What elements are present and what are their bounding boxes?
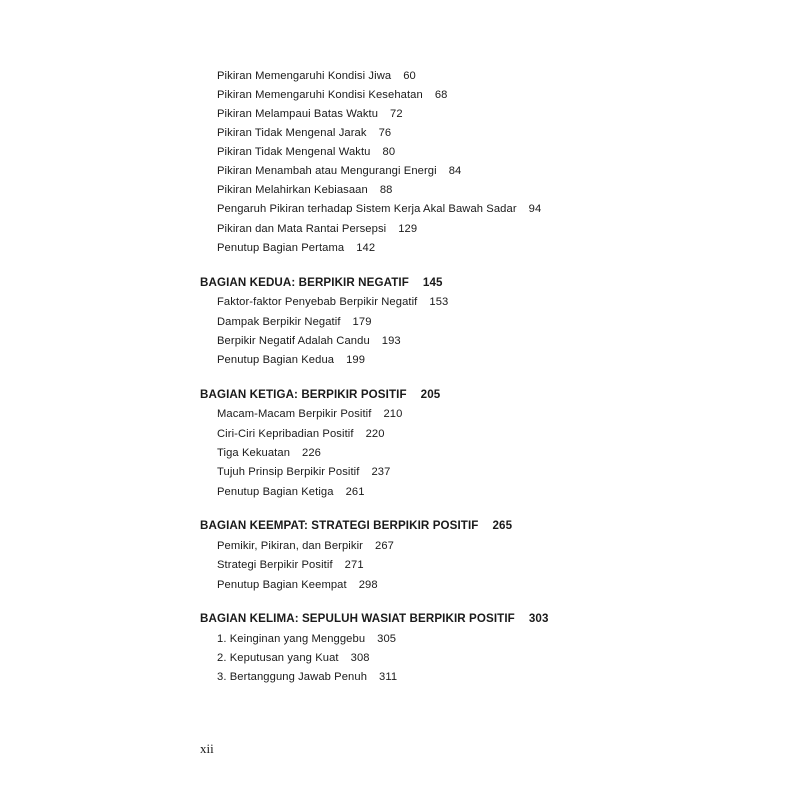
toc-heading-title: BAGIAN KEDUA: BERPIKIR NEGATIF	[200, 276, 409, 289]
toc-entry-title: Pemikir, Pikiran, dan Berpikir	[217, 540, 364, 552]
toc-entry-title: Penutup Bagian Kedua	[217, 354, 335, 366]
toc-entry-title: Dampak Berpikir Negatif	[217, 316, 341, 328]
toc-entry-title: 1. Keinginan yang Menggebu	[217, 633, 366, 645]
toc-entry-title: Macam-Macam Berpikir Positif	[217, 408, 372, 420]
toc-entry-page: 226	[302, 447, 321, 459]
toc-entry-page: 129	[398, 223, 418, 235]
toc-entry	[217, 407, 402, 421]
toc-entry	[217, 539, 394, 553]
toc-entry-page: 68	[434, 89, 448, 101]
toc-entry-title: Faktor-faktor Penyebab Berpikir Negatif	[217, 296, 418, 308]
toc-section-heading	[200, 519, 512, 533]
toc-entry-title: Pikiran Memengaruhi Kondisi Jiwa	[217, 70, 392, 82]
toc-entry-title: Tiga Kekuatan	[217, 447, 291, 459]
toc-entry-title: Pikiran Tidak Mengenal Waktu	[217, 146, 371, 158]
toc-heading-page: 205	[420, 388, 441, 401]
toc-entry	[217, 88, 447, 102]
toc-entry-page: 193	[381, 335, 401, 347]
toc-entry-page: 199	[346, 354, 366, 366]
toc-entry	[217, 670, 397, 684]
toc-entry-title: Pikiran Memengaruhi Kondisi Kesehatan	[217, 89, 423, 101]
toc-entry-page: 88	[379, 184, 393, 196]
toc-entry-title: 2. Keputusan yang Kuat	[217, 652, 339, 664]
toc-entry	[217, 427, 385, 441]
toc-entry-title: Pikiran dan Mata Rantai Persepsi	[217, 223, 387, 235]
toc-entry-page: 305	[377, 633, 397, 645]
toc-entry-page: 271	[344, 559, 364, 571]
toc-entry-page: 84	[448, 165, 462, 177]
toc-entry-page: 261	[345, 486, 365, 498]
toc-entry	[217, 164, 461, 178]
toc-heading-page: 145	[422, 276, 443, 289]
toc-entry-page: 220	[365, 428, 385, 440]
toc-entry	[217, 69, 416, 83]
toc-entry-page: 80	[382, 146, 396, 158]
toc-entry	[217, 126, 391, 140]
toc-section-heading	[200, 276, 443, 290]
toc-heading-title: BAGIAN KETIGA: BERPIKIR POSITIF	[200, 388, 407, 401]
toc-entry-page: 94	[528, 203, 542, 215]
toc-entry-page: 308	[350, 652, 370, 664]
toc-entry-page: 76	[378, 127, 392, 139]
toc-entry-page: 237	[371, 466, 391, 478]
toc-entry	[217, 183, 392, 197]
toc-entry-page: 179	[352, 316, 372, 328]
toc-section-heading	[200, 388, 440, 402]
toc-entry-title: Berpikir Negatif Adalah Candu	[217, 335, 370, 347]
toc-entry-page: 153	[429, 296, 449, 308]
toc-entry	[217, 202, 541, 216]
toc-entry-title: 3. Bertanggung Jawab Penuh	[217, 671, 368, 683]
toc-entry-title: Strategi Berpikir Positif	[217, 559, 333, 571]
toc-entry-page: 311	[379, 671, 398, 683]
toc-entry-title: Penutup Bagian Keempat	[217, 579, 347, 591]
toc-entry-page: 60	[403, 70, 416, 82]
toc-entry	[217, 107, 403, 121]
toc-entry-page: 267	[375, 540, 394, 552]
toc-entry	[217, 465, 390, 479]
toc-entry-title: Penutup Bagian Pertama	[217, 242, 345, 254]
toc-heading-page: 303	[528, 612, 549, 625]
toc-entry	[217, 222, 417, 236]
toc-entry	[217, 241, 375, 255]
toc-heading-page: 265	[492, 519, 513, 532]
toc-entry-title: Ciri-Ciri Kepribadian Positif	[217, 428, 354, 440]
toc-entry-title: Pengaruh Pikiran terhadap Sistem Kerja Akal Bawah Sadar	[217, 203, 517, 215]
toc-entry	[217, 295, 448, 309]
toc-entry-title: Pikiran Melahirkan Kebiasaan	[217, 184, 368, 196]
toc-entry	[217, 315, 372, 329]
toc-entry-title: Pikiran Tidak Mengenal Jarak	[217, 127, 367, 139]
toc-entry-title: Penutup Bagian Ketiga	[217, 486, 334, 498]
toc-entry	[217, 334, 401, 348]
toc-heading-title: BAGIAN KEEMPAT: STRATEGI BERPIKIR POSITIF	[200, 519, 479, 532]
toc-entry-page: 298	[358, 579, 378, 591]
page-number: xii	[200, 741, 214, 756]
toc-entry-page: 210	[383, 408, 403, 420]
toc-entry	[217, 485, 365, 499]
toc-entry	[217, 651, 370, 665]
toc-entry	[217, 632, 396, 646]
toc-entry-page: 142	[356, 242, 376, 254]
toc-entry-title: Pikiran Menambah atau Mengurangi Energi	[217, 165, 437, 177]
toc-entry	[217, 145, 395, 159]
toc-entry-page: 72	[390, 108, 403, 120]
toc-entry	[217, 446, 321, 460]
toc-heading-title: BAGIAN KELIMA: SEPULUH WASIAT BERPIKIR POSITIF	[200, 612, 515, 625]
toc-entry	[217, 353, 365, 367]
toc-entry-title: Pikiran Melampaui Batas Waktu	[217, 108, 379, 120]
toc-entry	[217, 558, 364, 572]
toc-entry-title: Tujuh Prinsip Berpikir Positif	[217, 466, 360, 478]
toc-entry	[217, 578, 378, 592]
toc-section-heading	[200, 612, 549, 626]
